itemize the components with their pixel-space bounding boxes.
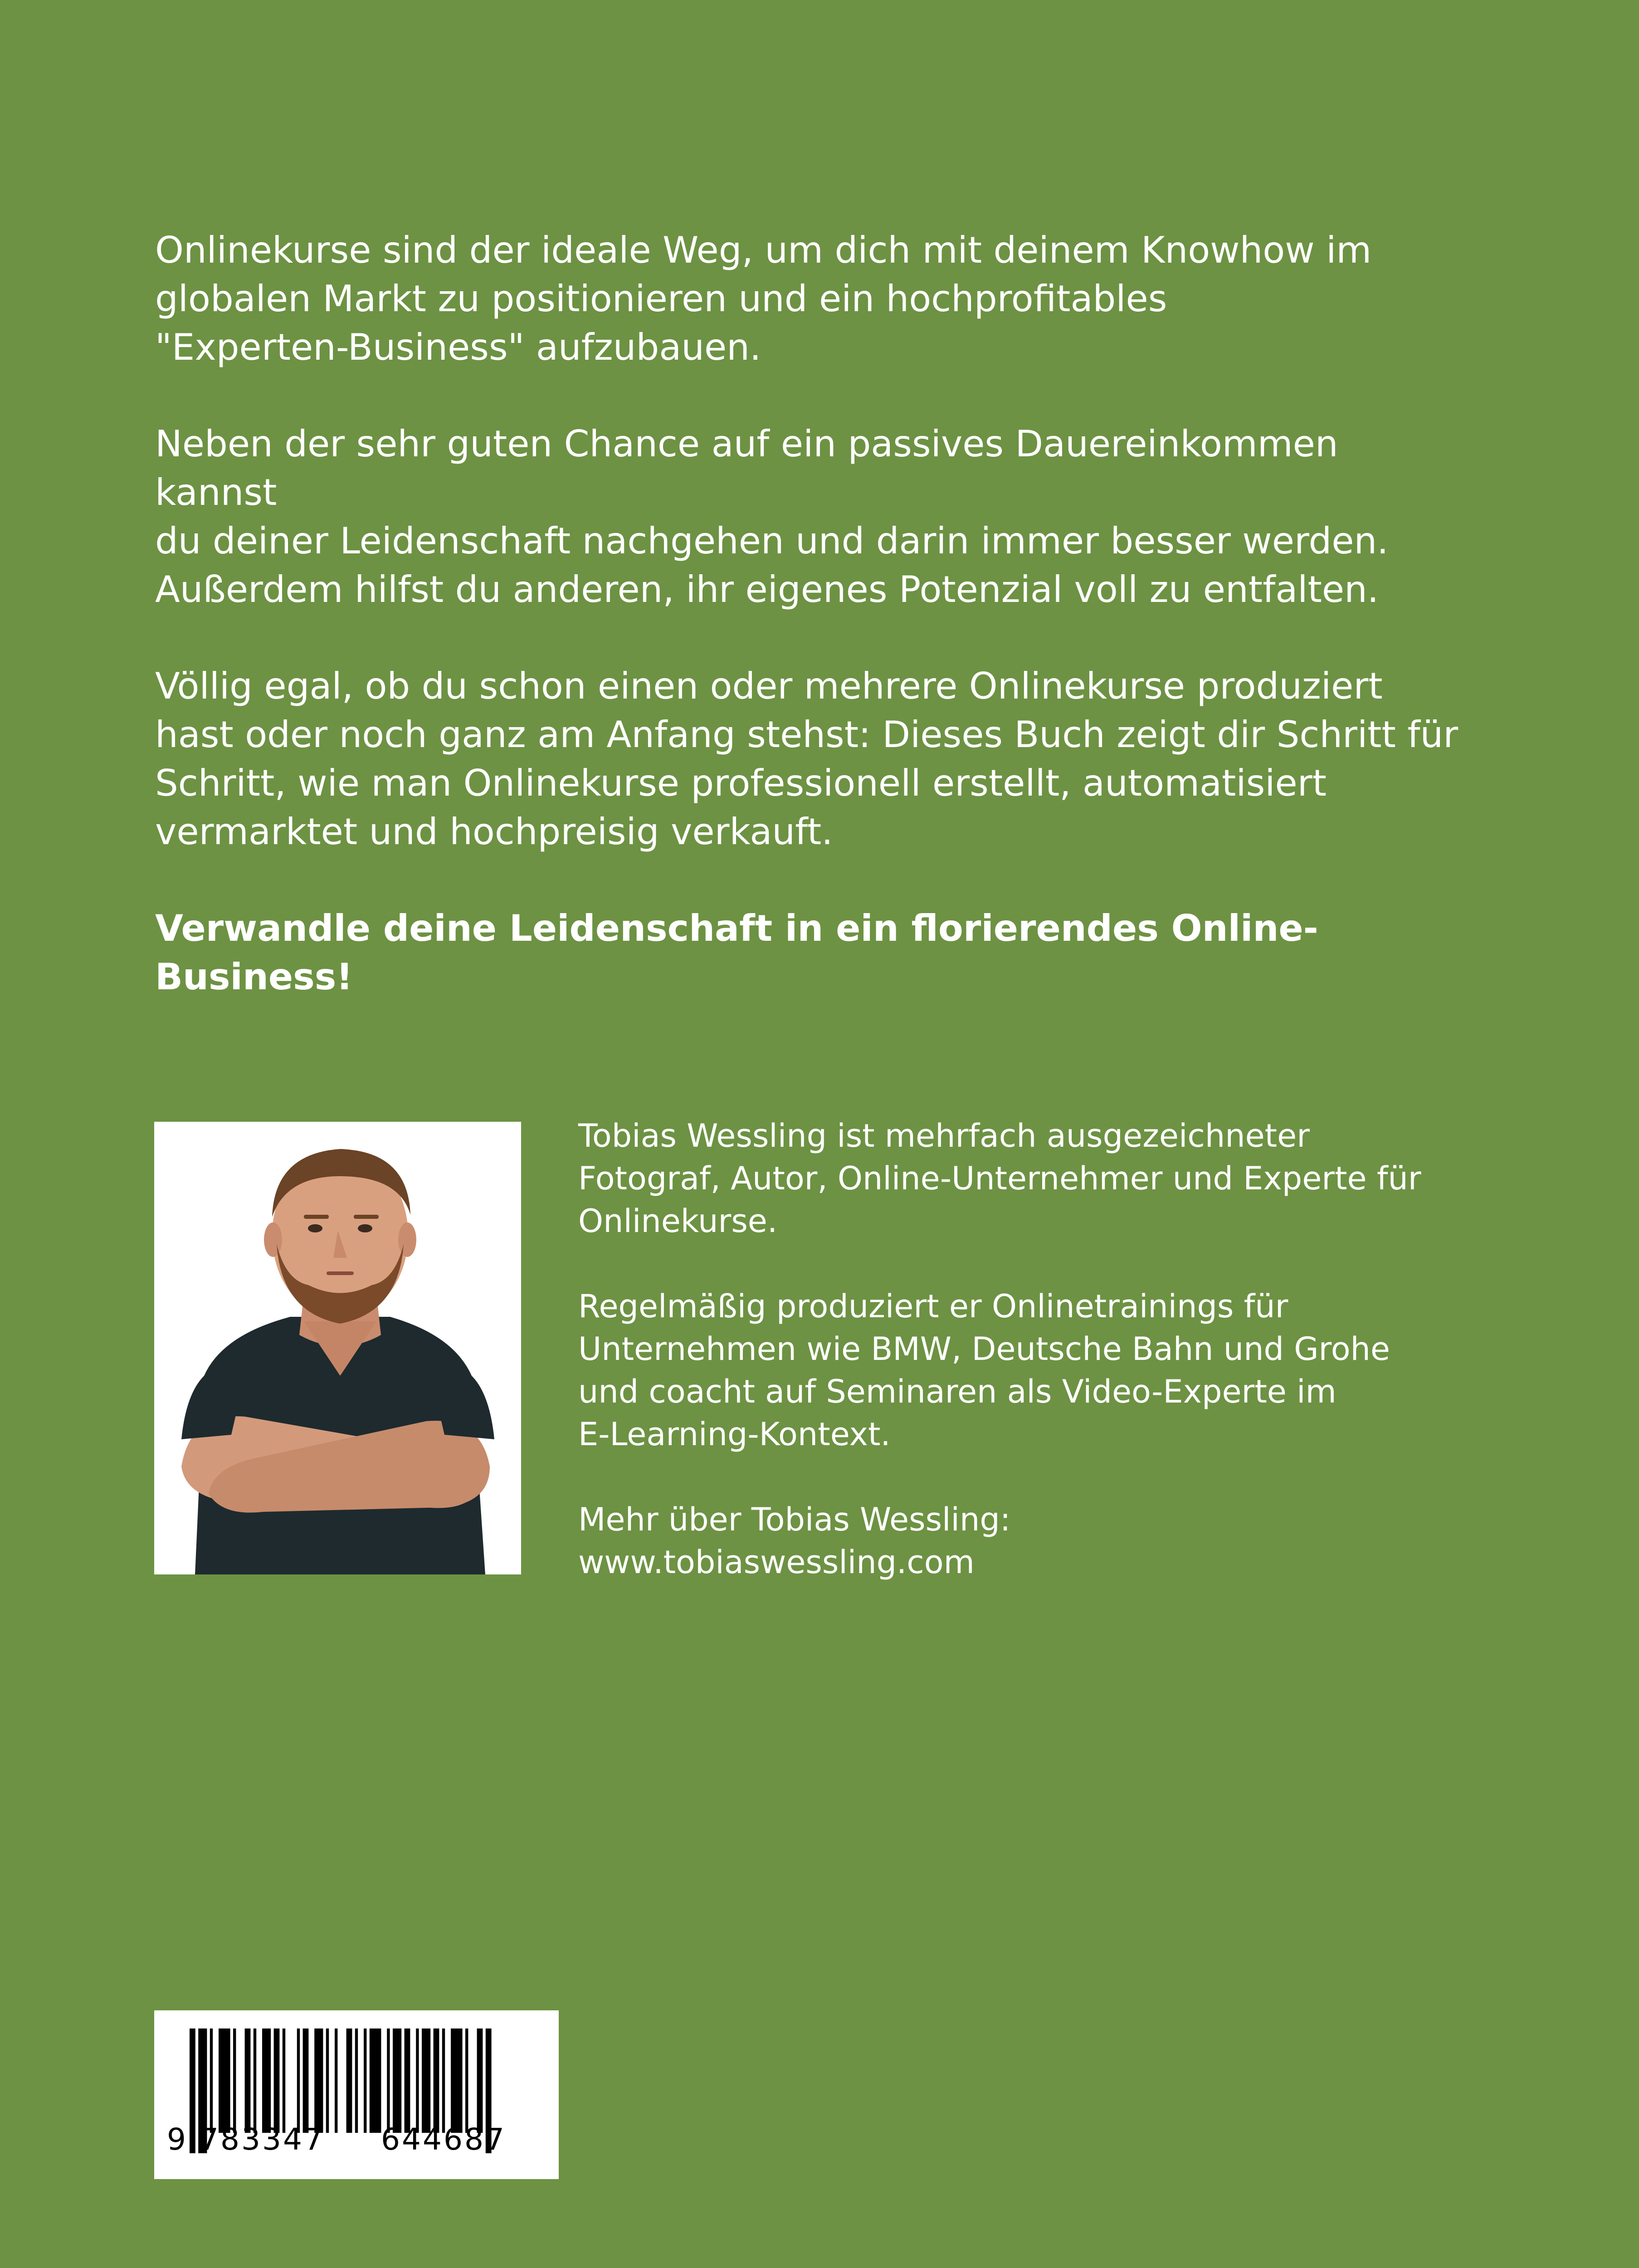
portrait-illustration [154,1122,521,1574]
blurb-line: Onlinekurse sind der ideale Weg, um dich mit deinem Knowhow im [155,229,1372,271]
author-website-link[interactable]: www.tobiaswessling.com [578,1544,975,1581]
barcode-bar [297,2028,300,2133]
bio-paragraph-1 [578,1114,1508,1242]
bio-line: Onlinekurse. [578,1202,778,1240]
barcode-bar [210,2028,213,2133]
author-bio [578,1114,1508,1584]
author-portrait [154,1122,521,1574]
barcode-bar [370,2028,381,2133]
blurb-paragraph-2 [155,420,1470,614]
barcode-bar [314,2028,323,2133]
barcode-group-1: 783347 [200,2122,325,2157]
bio-line: Tobias Wessling ist mehrfach ausgezeichneter [578,1117,1310,1154]
bio-line: Unternehmen wie BMW, Deutsche Bahn und Grohe [578,1330,1390,1368]
barcode-bar [274,2028,280,2133]
blurb-headline: Verwandle deine Leidenschaft in ein florierendes Online-Business! [155,907,1318,998]
blurb-line: Außerdem hilfst du anderen, ihr eigenes Potenzial voll zu entfalten. [155,568,1379,611]
barcode-bar [387,2028,390,2133]
blurb-line: globalen Markt zu positionieren und ein hochprofitables [155,278,1167,320]
bio-line: Regelmäßig produziert er Onlinetrainings für [578,1288,1288,1325]
bio-line: Fotograf, Autor, Online-Unternehmer und Experte für [578,1160,1421,1197]
barcode-bar [405,2028,410,2133]
barcode-bar [326,2028,329,2133]
barcode-bar [303,2028,309,2133]
barcode-bar [262,2028,271,2133]
barcode-bar [451,2028,463,2133]
barcode-bar [233,2028,236,2133]
barcode-bar [254,2028,256,2133]
blurb-paragraph-3 [155,662,1470,856]
blurb-line: Neben der sehr guten Chance auf ein passives Dauereinkommen kannst [155,423,1338,513]
bio-paragraph-2 [578,1285,1508,1456]
barcode-bar [219,2028,230,2133]
barcode-bar [283,2028,285,2133]
barcode-lead-digit: 9 [167,2122,186,2157]
blurb-line: hast oder noch ganz am Anfang stehst: Dieses Buch zeigt dir Schritt für [155,714,1459,756]
blurb-line: vermarktet und hochpreisig verkauft. [155,811,833,853]
barcode-bar [393,2028,401,2133]
blurb [155,226,1470,1001]
bio-line: Mehr über Tobias Wessling: [578,1501,1011,1538]
blurb-line: Schritt, wie man Onlinekurse professionell erstellt, automatisiert [155,762,1327,804]
blurb-paragraph-1 [155,226,1470,371]
barcode-bar [416,2028,419,2133]
blurb-line: Völlig egal, ob du schon einen oder mehrere Onlinekurse produziert [155,665,1383,707]
barcode-bar [245,2028,251,2133]
barcode-bar [477,2028,483,2133]
blurb-line: "Experten-Business" aufzubauen. [155,326,761,368]
barcode-bar [422,2028,430,2133]
barcode-group-2: 644687 [381,2122,506,2157]
barcode-bar [346,2028,352,2133]
bio-paragraph-3 [578,1498,1508,1584]
barcode-bar [442,2028,445,2133]
barcode-bar [434,2028,439,2133]
barcode-bar [465,2028,468,2133]
blurb-line: du deiner Leidenschaft nachgehen und darin immer besser werden. [155,520,1389,562]
barcode-bar [335,2028,337,2133]
barcode-bar [355,2028,358,2133]
isbn-barcode [154,2010,559,2179]
barcode-bar [190,2028,195,2153]
barcode-bar [364,2028,366,2133]
bio-line: E-Learning-Kontext. [578,1416,891,1453]
bio-line: und coacht auf Seminaren als Video-Experte im [578,1373,1337,1410]
